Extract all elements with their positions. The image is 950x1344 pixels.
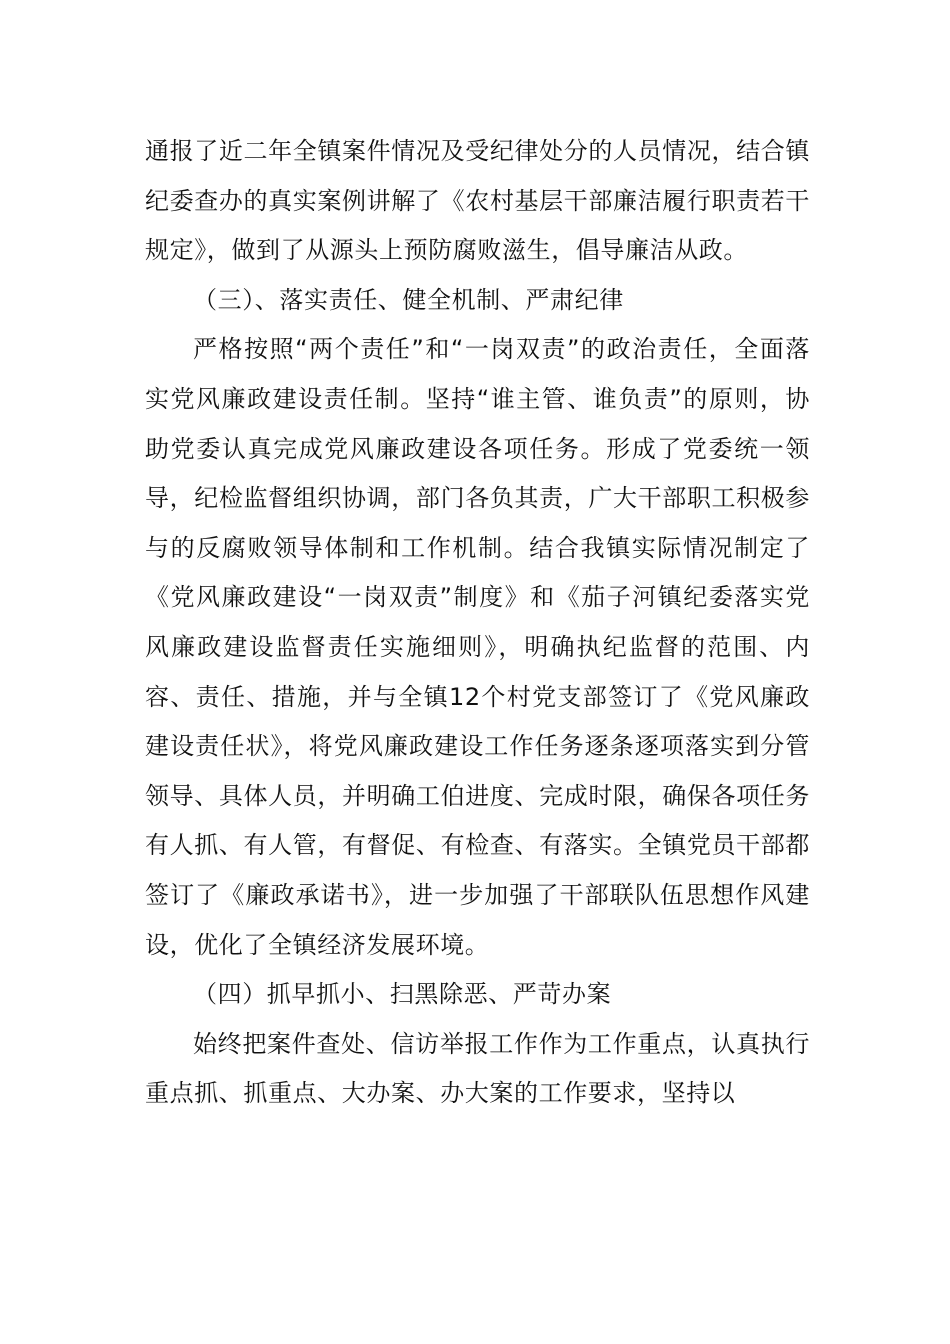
paragraph-responsibility: 严格按照“两个责任”和“一岗双责”的政治责任，全面落实党风廉政建设责任制。坚持“谁主管、谁负责”的原则，协助党委认真完成党风廉政建设各项任务。形成了党委统一领导，纪检监督组织协调，部门各负其责，广大干部职工积极参与的反腐败领导体制和工作机制。结合我镇实际情况制定了《党风廉政建设“一岗双责”制度》和《茄子河镇纪委落实党风廉政建设监督责任实施细则》，明确执纪监督的范围、内容、责任、措施，并与全镇12个村党支部签订了《党风廉政建设责任状》，将党风廉政建设工作任务逐条逐项落实到分管领导、具体人员，并明确工伯进度、完成时限，确保各项任务有人抓、有人管，有督促、有检查、有落实。全镇党员干部都签订了《廉政承诺书》，进一步加强了干部联队伍思想作风建设，优化了全镇经济发展环境。: [145, 335, 810, 959]
document-page: [145, 127, 810, 1119]
paragraph-case-handling: 始终把案件查处、信访举报工作作为工作重点，认真执行重点抓、抓重点、大办案、办大案的工作要求，坚持以: [145, 1029, 810, 1108]
section-heading-3: （三）、落实责任、健全机制、严肃纪律: [193, 285, 624, 314]
paragraph-continued: 通报了近二年全镇案件情况及受纪律处分的人员情况，结合镇纪委查办的真实案例讲解了《农村基层干部廉洁履行职责若干规定》，做到了从源头上预防腐败滋生，倡导廉洁从政。: [145, 137, 810, 265]
section-heading-4: （四）抓早抓小、扫黑除恶、严苛办案: [193, 980, 612, 1009]
